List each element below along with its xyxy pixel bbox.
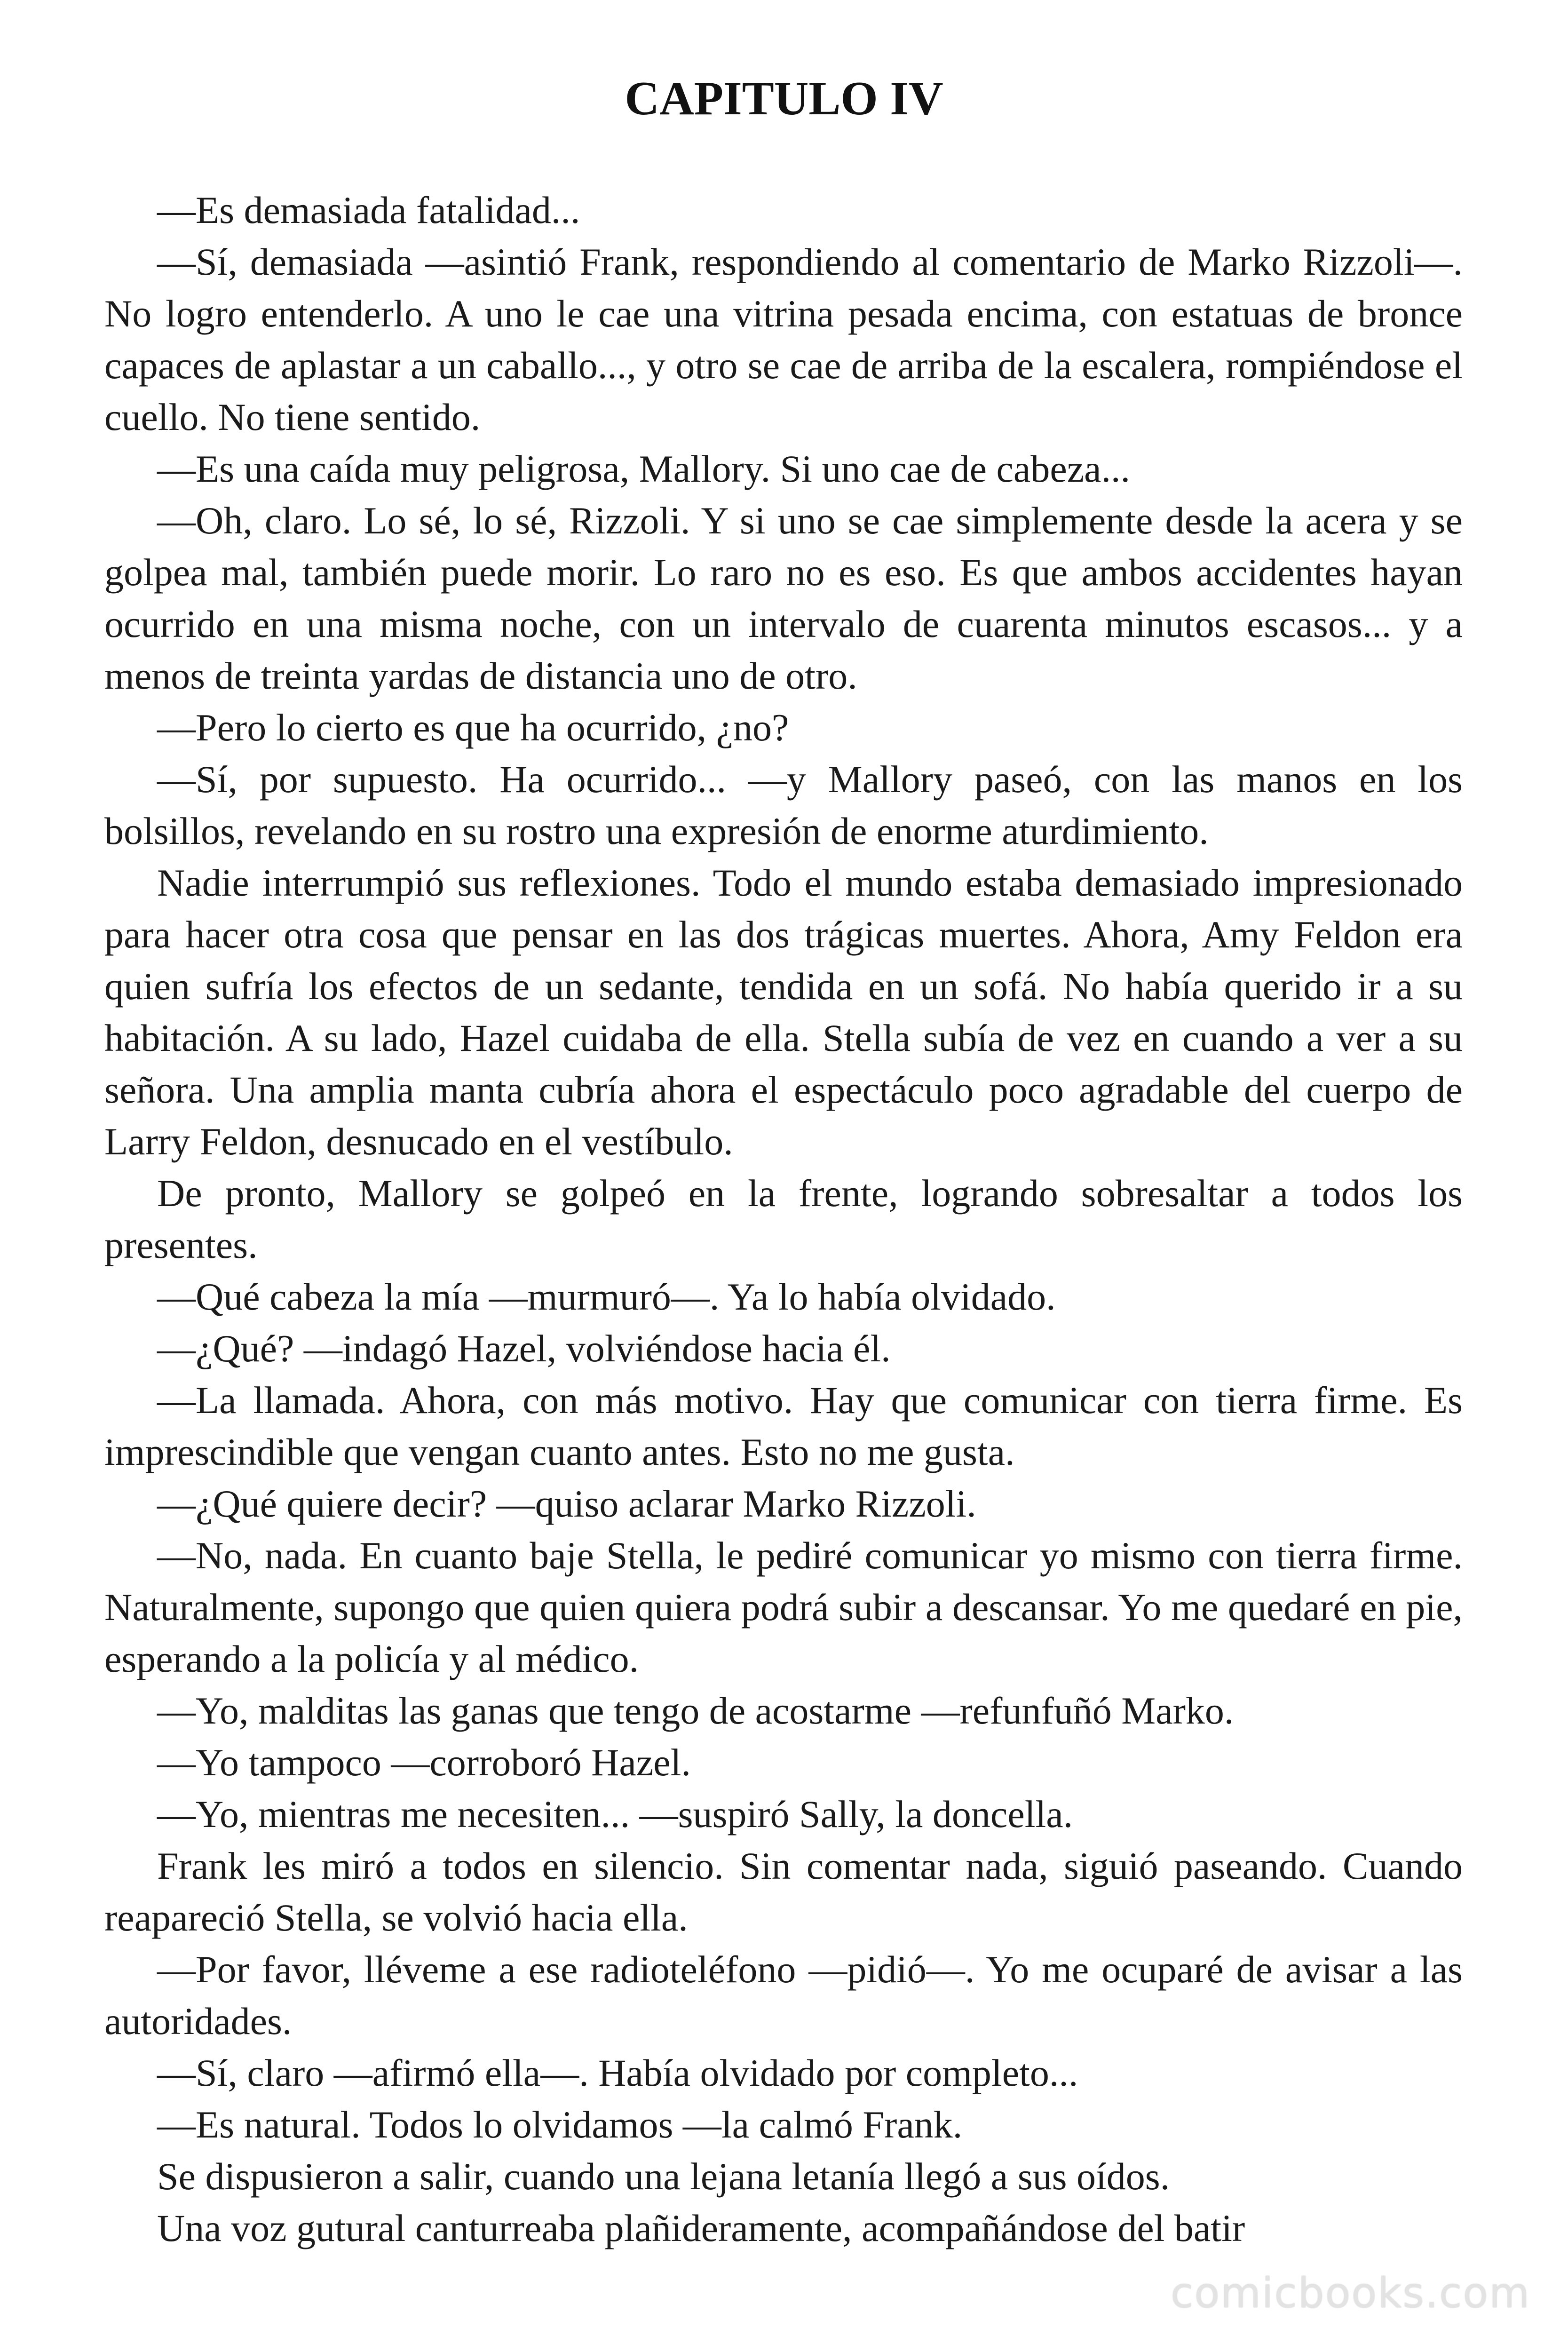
chapter-title: CAPITULO IV [625,72,943,125]
watermark: comicbooks.com [1170,2269,1530,2317]
paragraph: —Oh, claro. Lo sé, lo sé, Rizzoli. Y si uno se cae simplemente desde la acera y se golpea mal, también puede morir. Lo raro no es eso. Es que ambos accidentes hayan ocurrido en una misma noche, con un intervalo de cuarenta minutos escasos... y a menos de treinta yardas de distancia uno de otro. [104,499,1463,697]
paragraph: Se dispusieron a salir, cuando una lejana letanía llegó a sus oídos. [157,2155,1170,2198]
paragraph: —Sí, demasiada —asintió Frank, respondiendo al comentario de Marko Rizzoli—. No logro entenderlo. A uno le cae una vitrina pesada encima, con estatuas de bronce capaces de aplastar a un caballo..., y otro se cae de arriba de la escalera, rompiéndose el cuello. No tiene sentido. [104,240,1463,438]
paragraph: —Es demasiada fatalidad... [157,189,580,231]
paragraph: Frank les miró a todos en silencio. Sin comentar nada, siguió paseando. Cuando reapareció Stella, se volvió hacia ella. [104,1844,1463,1939]
paragraph: Nadie interrumpió sus reflexiones. Todo el mundo estaba demasiado impresionado para hacer otra cosa que pensar en las dos trágicas muertes. Ahora, Amy Feldon era quien sufría los efectos de un sedante, tendida en un sofá. No había querido ir a su habitación. A su lado, Hazel cuidaba de ella. Stella subía de vez en cuando a ver a su señora. Una amplia manta cubría ahora el espectáculo poco agradable del cuerpo de Larry Feldon, desnucado en el vestíbulo. [104,861,1463,1163]
paragraph: —Yo tampoco —corroboró Hazel. [157,1741,691,1784]
paragraph: Una voz gutural canturreaba plañideramente, acompañándose del batir [157,2207,1245,2249]
paragraph: —¿Qué? —indagó Hazel, volviéndose hacia él. [157,1327,891,1370]
paragraph: De pronto, Mallory se golpeó en la frente, logrando sobresaltar a todos los presentes. [104,1172,1463,1266]
paragraph: —¿Qué quiere decir? —quiso aclarar Marko Rizzoli. [157,1482,976,1525]
paragraph: —Sí, por supuesto. Ha ocurrido... —y Mallory paseó, con las manos en los bolsillos, revelando en su rostro una expresión de enorme aturdimiento. [104,758,1463,852]
paragraph: —La llamada. Ahora, con más motivo. Hay que comunicar con tierra firme. Es imprescindible que vengan cuanto antes. Esto no me gusta. [104,1379,1463,1473]
paragraph: —No, nada. En cuanto baje Stella, le pediré comunicar yo mismo con tierra firme. Naturalmente, supongo que quien quiera podrá subir a descansar. Yo me quedaré en pie, esperando a la policía y al médico. [104,1534,1463,1680]
paragraph: —Sí, claro —afirmó ella—. Había olvidado por completo... [157,2051,1078,2094]
paragraph: —Es una caída muy peligrosa, Mallory. Si uno cae de cabeza... [157,447,1131,490]
paragraph: —Es natural. Todos lo olvidamos —la calmó Frank. [157,2103,963,2146]
paragraph: —Yo, malditas las ganas que tengo de acostarme —refunfuñó Marko. [157,1689,1234,1732]
paragraph: —Qué cabeza la mía —murmuró—. Ya lo había olvidado. [157,1275,1056,1318]
paragraph: —Yo, mientras me necesiten... —suspiró Sally, la doncella. [157,1793,1073,1836]
chapter-body [104,184,1463,2254]
paragraph: —Por favor, lléveme a ese radioteléfono —pidió—. Yo me ocuparé de avisar a las autoridades. [104,1948,1463,2042]
paragraph: —Pero lo cierto es que ha ocurrido, ¿no? [157,706,789,749]
